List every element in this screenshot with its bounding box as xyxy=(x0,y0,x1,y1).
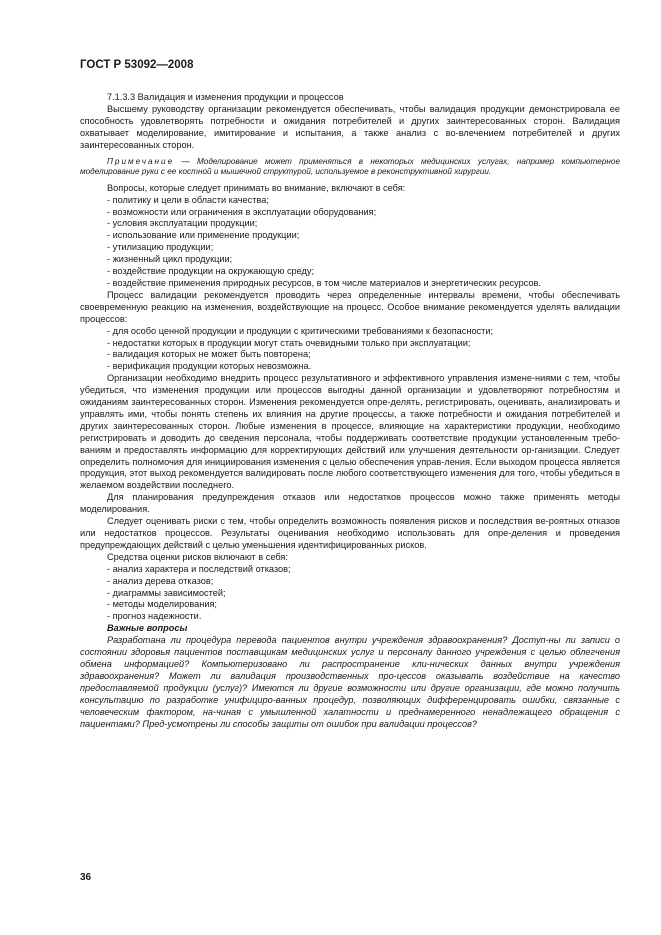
note-text: — Моделирование может применяться в некоторых медицинских услугах, например компьютерное моделирование руки с ее костной и мышечной структурой, используемое в реконструктивной хирургии. xyxy=(80,156,620,177)
list-item: - недостатки которых в продукции могут стать очевидными только при эксплуатации; xyxy=(107,337,471,348)
section-title: 7.1.3.3 Валидация и изменения продукции и процессов xyxy=(107,92,344,102)
planning-paragraph: Для планирования предупреждения отказов или недостатков процессов можно также применять методы моделирования. xyxy=(80,492,620,515)
list-item: - для особо ценной продукции и продукции с критическими требованиями к безопасности; xyxy=(107,325,494,336)
list-item: - методы моделирования; xyxy=(107,599,217,610)
important-questions-paragraph: Разработана ли процедура перевода пациентов внутри учреждения здравоохранения? Доступ-ны ли записи о состоянии здоровья пациентов поставщикам медицинских услуг и персоналу данного учреждения с целью облегчения обмена информацией? Компьютеризовано ли распространение кли-нических данных внутри учреждения здравоохранения? Может ли валидация производственных про-цессов оказывать воздействие на качество предоставляемой продукции (услуг)? Имеются ли другие возможности или другие организации, где можно получить консультацию по разработке унифициро-ванных процедур, позволяющих дифференцировать ошибки, связанные с человеческим фактором, на-чиная с умышленной халатности и преднамеренного ненадлежащего обращения с пациентами? Пред-усмотрены ли способы защиты от ошибок при валидации процессов? xyxy=(80,635,620,729)
tools-intro: Средства оценки рисков включают в себя: xyxy=(107,551,288,562)
list-item: - воздействие продукции на окружающую среду; xyxy=(107,266,315,277)
list-item: - политику и цели в области качества; xyxy=(107,194,269,205)
list-item: - возможности или ограничения в эксплуатации оборудования; xyxy=(107,206,377,217)
list-item: - жизненный цикл продукции; xyxy=(107,254,233,265)
list-item: - использование или применение продукции; xyxy=(107,230,300,241)
document-body xyxy=(80,92,620,730)
list-item: - прогноз надежности. xyxy=(107,611,202,622)
page-number: 36 xyxy=(80,872,92,883)
list-item: - воздействие применения природных ресурсов, в том числе материалов и энергетических ресурсов. xyxy=(107,277,541,288)
list-item: - верификация продукции которых невозможна. xyxy=(107,361,312,372)
process-paragraph: Процесс валидации рекомендуется проводить через определенные интервалы времени, чтобы обеспечивать своевременную реакцию на изменения, воздействующие на процесс. Особое внимание рекомендуется уделять валидации процессов: xyxy=(80,289,620,324)
list-item: - диаграммы зависимостей; xyxy=(107,587,226,598)
note xyxy=(80,157,620,178)
questions-intro: Вопросы, которые следует принимать во внимание, включают в себя: xyxy=(107,182,406,193)
list-item: - анализ дерева отказов; xyxy=(107,575,214,586)
change-paragraph: Организации необходимо внедрить процесс результативного и эффективного управления измене-ниями с тем, чтобы убедиться, что изменения продукции или процессов выгодны данной организации и удовлетворяют потребностям и ожиданиям заинтересованных сторон. Изменения рекомендуется опре-делять, регистрировать, оценивать, анализировать и управлять ими, чтобы понять степень их влияния на другие процессы, а также потребности и ожидания потребителей и других заинтересованных сторон. Любые изменения в процессе, влияющие на характеристики продукции, необходимо регистрировать и доводить до сведения персонала, чтобы поддерживать соответствие продукции установленным требо-ваниям и предоставлять информацию для корректирующих действий или улучшения деятельности ор-ганизации. Следует определить полномочия для инициирования изменения с целью обеспечения управ-ления. Если выходом процесса является продукция, этот выход рекомендуется валидировать после любого соответствующего изменения для того, чтобы убедиться в желаемом воздействии последнего. xyxy=(80,373,620,491)
important-questions-title: Важные вопросы xyxy=(107,623,188,634)
note-label: Примечание xyxy=(107,156,175,166)
standard-header: ГОСТ Р 53092—2008 xyxy=(80,59,194,71)
intro-paragraph: Высшему руководству организации рекомендуется обеспечивать, чтобы валидация продукции демонстрировала ее способность удовлетворять потребности и ожидания потребителей и других заинтересованных сторон. Валидация охватывает моделирование, имитирование и испытания, а также анализ с во-влечением потребителей и других заинтересованных сторон. xyxy=(80,103,620,150)
risk-paragraph: Следует оценивать риски с тем, чтобы определить возможность появления рисков и последствия ве-роятных отказов или недостатков процессов. Результаты оценивания необходимо использовать для опре-деления и проведения предупреждающих действий с целью уменьшения идентифицированных рисков. xyxy=(80,516,620,550)
list-item: - утилизацию продукции; xyxy=(107,242,214,253)
list-item: - валидация которых не может быть повторена; xyxy=(107,349,311,360)
list-item: - условия эксплуатации продукции; xyxy=(107,218,258,229)
list-item: - анализ характера и последствий отказов; xyxy=(107,563,291,574)
